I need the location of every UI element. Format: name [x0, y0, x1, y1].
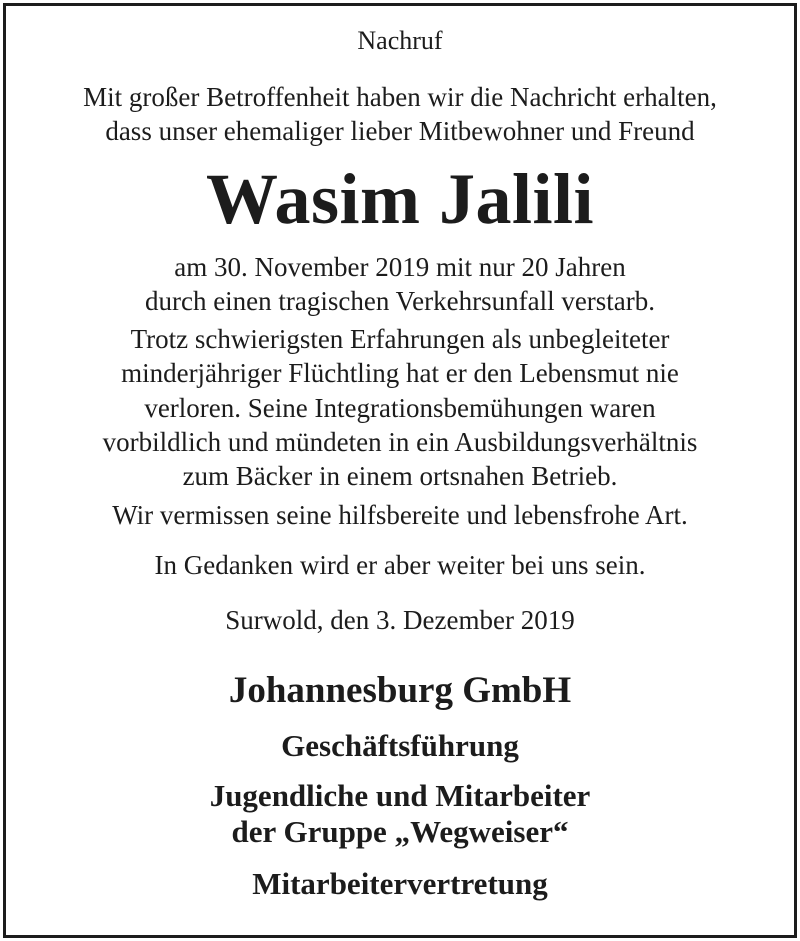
company-name: Johannesburg GmbH [228, 670, 572, 711]
miss-line: Wir vermissen seine hilfsbereite und lebensfrohe Art. [112, 500, 688, 530]
obituary-frame [3, 3, 797, 938]
death-info-line-1: am 30. November 2019 mit nur 20 Jahren [174, 252, 626, 282]
deceased-name: Wasim Jalili [205, 159, 595, 239]
management-line: Geschäftsführung [281, 728, 519, 763]
death-info-line-2: durch einen tragischen Verkehrsunfall verstarb. [144, 286, 656, 316]
group-line-2: der Gruppe „Wegweiser“ [231, 814, 569, 849]
intro-line-2: dass unser ehemaliger lieber Mitbewohner und Freund [105, 116, 695, 146]
staff-council-line: Mitarbeitervertretung [252, 866, 548, 901]
memory-line: In Gedanken wird er aber weiter bei uns sein. [154, 550, 646, 580]
tribute-line-5: zum Bäcker in einem ortsnahen Betrieb. [182, 461, 618, 491]
tribute-line-4: vorbildlich und mündeten in ein Ausbildungsverhältnis [102, 427, 698, 457]
tribute-line-3: verloren. Seine Integrationsbemühungen waren [144, 393, 656, 423]
place-date: Surwold, den 3. Dezember 2019 [225, 605, 575, 635]
intro-line-1: Mit großer Betroffenheit haben wir die Nachricht erhalten, [83, 82, 717, 112]
obituary-heading: Nachruf [357, 26, 443, 55]
tribute-line-2: minderjähriger Flüchtling hat er den Lebensmut nie [121, 358, 679, 388]
tribute-line-1: Trotz schwierigsten Erfahrungen als unbegleiteter [130, 324, 670, 354]
group-line-1: Jugendliche und Mitarbeiter [209, 778, 591, 813]
